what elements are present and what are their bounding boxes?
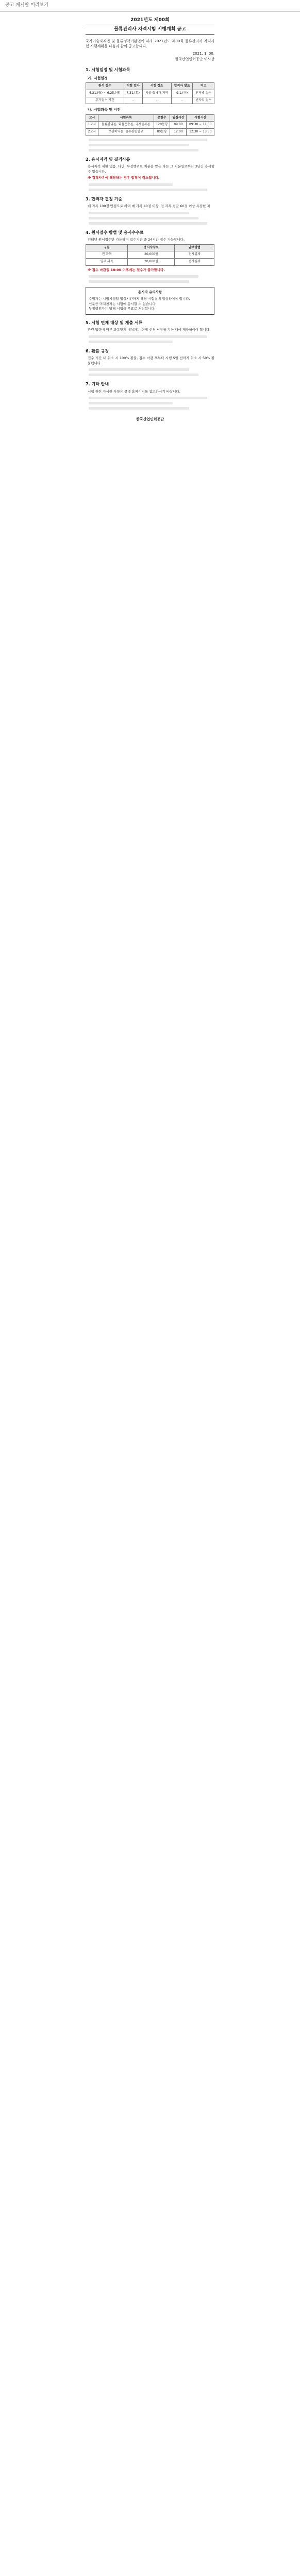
schedule-cell: 빈자리 접수	[193, 97, 214, 104]
subject-header-cell: 교시	[86, 114, 98, 122]
schedule-header-cell: 시험 일자	[124, 83, 142, 90]
section-7-text: 시험 관련 자세한 사항은 큐넷 홈페이지를 참고하시기 바랍니다.	[88, 389, 180, 394]
subject-header-row	[86, 114, 214, 122]
subject-header-cell: 문항수	[154, 114, 170, 122]
schedule-cell: 추가접수 기간	[86, 97, 124, 104]
schedule-header-cell: 합격자 발표	[171, 83, 193, 90]
schedule-cell: 9.1.(수)	[171, 90, 193, 97]
notice-banner	[86, 14, 214, 35]
section-2-text: 응시자격 제한 없음. 다만, 부정행위로 처분을 받은 자는 그 처분일로부터 3년간 응시할 수 없습니다.	[88, 164, 214, 174]
schedule-cell: 인터넷 접수	[193, 90, 214, 97]
section-1-sub-2: 나. 시험과목 및 시간	[88, 108, 121, 112]
text-line-placeholder	[89, 139, 207, 141]
table-row	[86, 97, 214, 104]
text-line-placeholder	[89, 149, 198, 151]
fee-table	[86, 244, 214, 266]
schedule-header-cell: 비고	[193, 83, 214, 90]
notice-box-item: 수험자는 시험시행일 입실시간까지 해당 시험실에 입실하여야 합니다.	[89, 297, 190, 301]
subject-header-cell: 시험과목	[98, 114, 154, 122]
intro-date: 2021. 1. 00.	[192, 52, 214, 56]
topbar	[0, 0, 300, 12]
subject-header-cell: 시험시간	[187, 114, 214, 122]
intro-agency: 한국산업인력공단 이사장	[175, 57, 214, 61]
fee-cell: 20,000원	[128, 251, 175, 259]
notice-box	[86, 287, 214, 315]
subject-cell: 09:30 ~ 11:30	[187, 122, 214, 129]
text-line-placeholder	[89, 280, 189, 283]
topbar-title: 공고 게시판 미리보기	[5, 3, 48, 8]
section-3-title: 3. 합격자 결정 기준	[86, 196, 123, 201]
schedule-table	[86, 82, 214, 104]
fee-header-cell: 응시수수료	[128, 244, 175, 251]
schedule-header-cell: 시험 장소	[142, 83, 171, 90]
text-line-placeholder	[89, 335, 207, 338]
footer-agency: 한국산업인력공단	[136, 417, 164, 422]
section-1-sub-1: 가. 시험일정	[88, 76, 108, 81]
text-line-placeholder	[89, 275, 198, 278]
text-line-placeholder	[89, 397, 207, 399]
text-line-placeholder	[89, 407, 189, 410]
section-4-text: 인터넷 원서접수만 가능하며 접수기간 중 24시간 접수 가능합니다.	[88, 238, 185, 242]
notice-box-item: 신분증 미지참자는 시험에 응시할 수 없습니다.	[89, 301, 157, 306]
text-line-placeholder	[89, 217, 198, 219]
text-line-placeholder	[89, 212, 189, 214]
subject-cell: 2교시	[86, 128, 98, 135]
text-line-placeholder	[89, 222, 207, 225]
fee-header-cell: 구분	[86, 244, 128, 251]
fee-header-cell: 납부방법	[175, 244, 214, 251]
subject-cell: 120문항	[154, 122, 170, 129]
schedule-cell: -	[124, 97, 142, 104]
text-line-placeholder	[89, 402, 173, 404]
schedule-cell: -	[142, 97, 171, 104]
schedule-cell: 6.21.(월) ~ 6.25.(금)	[86, 90, 124, 97]
schedule-cell: 서울 등 6개 지역	[142, 90, 171, 97]
section-2-title: 2. 응시자격 및 결격사유	[86, 157, 130, 162]
banner-year: 2021년도 제00회	[130, 18, 170, 23]
section-4-title: 4. 원서접수 방법 및 응시수수료	[86, 230, 144, 235]
subject-cell: 12:30 ~ 13:50	[187, 128, 214, 135]
subject-table	[86, 114, 214, 136]
text-line-placeholder	[89, 374, 198, 376]
text-line-placeholder	[89, 183, 173, 186]
table-row	[86, 251, 214, 259]
subject-header-cell: 입실시간	[170, 114, 187, 122]
section-6-text: 접수 기간 내 취소 시 100% 환불, 접수 마감 후부터 시행 5일 전까지 취소 시 50% 환불됩니다.	[88, 356, 214, 365]
subject-cell: 보관하역론, 물류관련법규	[98, 128, 154, 135]
subject-cell: 09:00	[170, 122, 187, 129]
fee-cell: 전 과목	[86, 251, 128, 259]
subject-cell: 물류관리론, 화물운송론, 국제물류론	[98, 122, 154, 129]
text-line-placeholder	[89, 144, 189, 146]
subject-cell: 1교시	[86, 122, 98, 129]
schedule-header-row	[86, 83, 214, 90]
intro-text: 국가기술자격법 및 물류정책기본법에 따라 2021년도 제00회 물류관리사 자격시험 시행계획을 다음과 같이 공고합니다.	[86, 39, 214, 49]
schedule-cell: 7.31.(토)	[124, 90, 142, 97]
section-4-emphasis: ※ 접수 마감일 18:00 이후에는 접수가 불가합니다.	[88, 267, 165, 272]
schedule-cell: -	[171, 97, 193, 104]
section-1-title: 1. 시험일정 및 시험과목	[86, 67, 130, 72]
schedule-header-cell: 원서 접수	[86, 83, 124, 90]
table-row	[86, 90, 214, 97]
fee-cell: 20,000원	[128, 258, 175, 265]
subject-cell: 80문항	[154, 128, 170, 135]
subject-cell: 12:00	[170, 128, 187, 135]
table-row	[86, 122, 214, 129]
section-5-text: 관련 법령에 따른 과목면제 대상자는 면제 신청 서류를 기한 내에 제출하여야 합니다.	[88, 328, 211, 332]
fee-header-row	[86, 244, 214, 251]
fee-cell: 전자결제	[175, 258, 214, 265]
section-5-title: 5. 시험 면제 대상 및 제출 서류	[86, 320, 143, 325]
table-row	[86, 128, 214, 135]
banner-headline: 물류관리사 자격시험 시행계획 공고	[86, 25, 214, 35]
table-row	[86, 258, 214, 265]
fee-cell: 전자결제	[175, 251, 214, 259]
section-6-title: 6. 환불 규정	[86, 348, 109, 353]
fee-cell: 일부 과목	[86, 258, 128, 265]
text-line-placeholder	[89, 189, 207, 191]
text-line-placeholder	[89, 341, 173, 343]
section-2-emphasis: ※ 결격사유에 해당하는 경우 합격이 취소됩니다.	[88, 176, 160, 180]
section-7-title: 7. 기타 안내	[86, 382, 109, 387]
section-3-text: 매 과목 100점 만점으로 하여 매 과목 40점 이상, 전 과목 평균 60점 이상 득점한 자	[88, 204, 210, 209]
notice-box-item: 부정행위자는 당해 시험을 무효로 처리합니다.	[89, 307, 156, 311]
text-line-placeholder	[89, 368, 189, 371]
notice-box-title: 응시자 유의사항	[138, 290, 162, 295]
notice-document	[86, 14, 214, 422]
